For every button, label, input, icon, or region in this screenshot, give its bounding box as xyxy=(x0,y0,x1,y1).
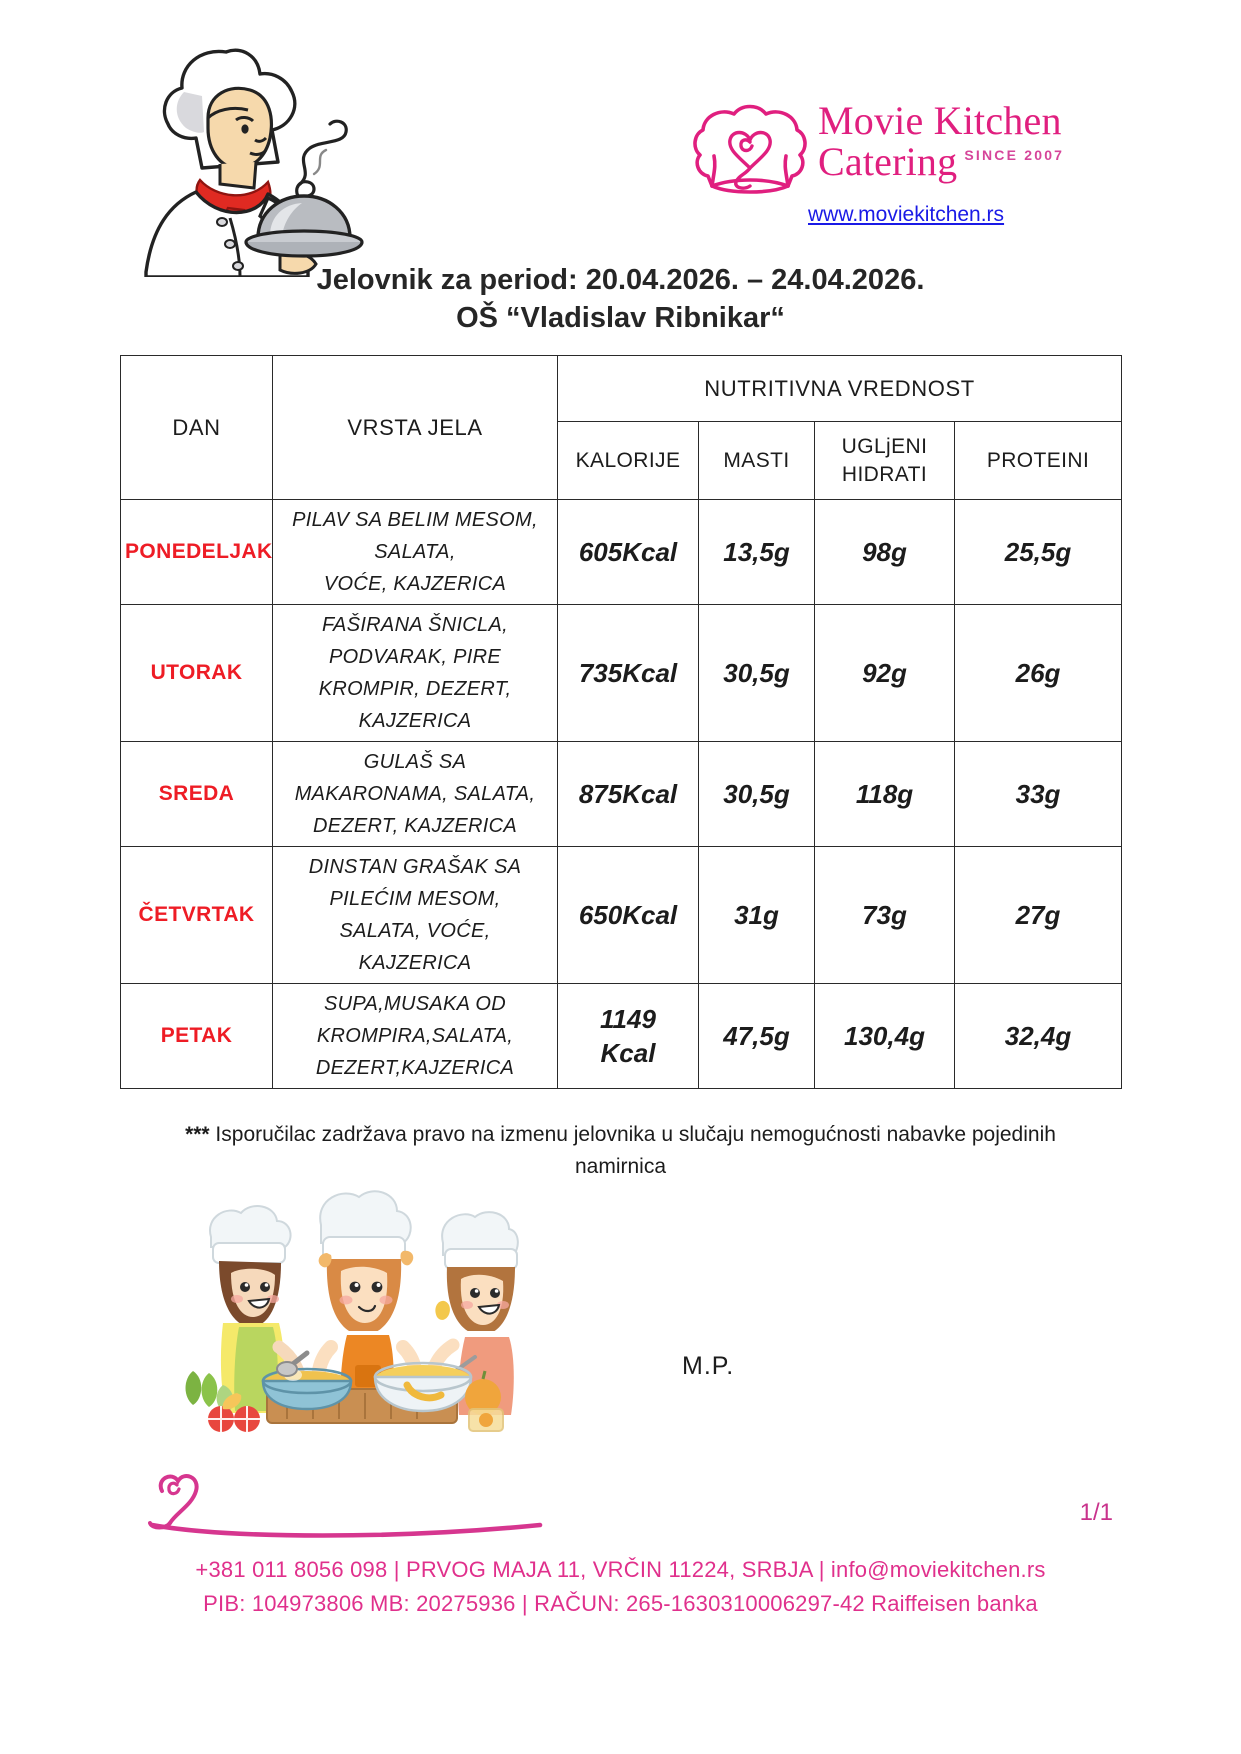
column-header-calories: KALORIJE xyxy=(558,422,699,500)
dish-line: VOĆE, KAJZERICA xyxy=(323,573,507,595)
dish-line: DINSTAN GRAŠAK SA xyxy=(308,856,522,878)
column-header-day: DAN xyxy=(121,356,273,500)
cell-day: PETAK xyxy=(121,984,273,1089)
dish-line: DEZERT,KAJZERICA xyxy=(315,1057,515,1079)
cell-dish xyxy=(273,500,558,605)
table-row xyxy=(121,500,1122,605)
cell-calories: 1149 Kcal xyxy=(558,984,699,1089)
cell-fats: 13,5g xyxy=(699,500,815,605)
cell-day: PONEDELJAK xyxy=(121,500,273,605)
cell-calories: 605Kcal xyxy=(558,500,699,605)
dish-line: SALATA, xyxy=(374,541,456,563)
disclaimer-note xyxy=(141,1119,1101,1183)
column-header-carbs xyxy=(815,422,955,500)
column-header-carbs-line-2: HIDRATI xyxy=(841,462,928,486)
dish-line: KAJZERICA xyxy=(358,710,472,732)
cell-dish xyxy=(273,742,558,847)
dish-line: PODVARAK, PIRE xyxy=(328,646,502,668)
cell-proteins: 26g xyxy=(955,605,1122,742)
cell-carbs: 92g xyxy=(815,605,955,742)
cell-proteins: 25,5g xyxy=(955,500,1122,605)
table-row xyxy=(121,605,1122,742)
cell-carbs: 130,4g xyxy=(815,984,955,1089)
cell-dish xyxy=(273,984,558,1089)
column-header-dish: VRSTA JELA xyxy=(273,356,558,500)
menu-table-container xyxy=(120,355,1121,1089)
dish-line: MAKARONAMA, SALATA, xyxy=(294,783,536,805)
page-footer xyxy=(0,1457,1241,1667)
cell-day: UTORAK xyxy=(121,605,273,742)
mid-section xyxy=(0,1187,1241,1457)
three-kids-cooking-illustration xyxy=(175,1187,520,1432)
dish-line: KAJZERICA xyxy=(358,952,472,974)
cell-carbs: 118g xyxy=(815,742,955,847)
cell-fats: 30,5g xyxy=(699,742,815,847)
page-title: Jelovnik za period: 20.04.2026. – 24.04.2026. xyxy=(316,264,925,296)
page-subtitle: OŠ “Vladislav Ribnikar“ xyxy=(456,302,785,334)
cell-fats: 31g xyxy=(699,847,815,984)
cell-dish xyxy=(273,605,558,742)
dish-line: FAŠIRANA ŠNICLA, xyxy=(322,614,508,636)
brand-name-catering: Catering xyxy=(818,139,958,184)
dish-line: SALATA, VOĆE, xyxy=(339,920,491,942)
cell-calories: 650Kcal xyxy=(558,847,699,984)
dish-line: SUPA,MUSAKA OD xyxy=(323,993,506,1015)
brand-logo-block xyxy=(690,98,1110,248)
footer-contact-line-1: +381 011 8056 098 | PRVOG MAJA 11, VRČIN 11224, SRBJA | info@moviekitchen.rs xyxy=(195,1557,1046,1582)
menu-table-body xyxy=(121,500,1122,1089)
brand-wordmark xyxy=(818,100,1118,182)
stamp-place-mark: M.P. xyxy=(682,1352,735,1380)
table-row xyxy=(121,742,1122,847)
website-link[interactable]: www.moviekitchen.rs xyxy=(808,203,1005,226)
table-header-row-top xyxy=(121,356,1122,422)
column-header-proteins: PROTEINI xyxy=(955,422,1122,500)
dish-line: KROMPIR, DEZERT, xyxy=(318,678,512,700)
footer-contact-line-2: PIB: 104973806 MB: 20275936 | RAČUN: 265-1630310006297-42 Raiffeisen banka xyxy=(203,1591,1038,1616)
heart-swoosh-divider-icon xyxy=(140,1467,580,1547)
cell-day: SREDA xyxy=(121,742,273,847)
cell-fats: 30,5g xyxy=(699,605,815,742)
disclaimer-text: Isporučilac zadržava pravo na izmenu jelovnika u slučaju nemogućnosti nabavke pojedinih namirnica xyxy=(209,1123,1056,1178)
cell-proteins: 33g xyxy=(955,742,1122,847)
cell-calories: 735Kcal xyxy=(558,605,699,742)
cell-carbs: 73g xyxy=(815,847,955,984)
dish-line: PILAV SA BELIM MESOM, xyxy=(292,509,538,531)
column-header-nutrition-group: NUTRITIVNA VREDNOST xyxy=(558,356,1122,422)
footer-contact-info xyxy=(0,1553,1241,1621)
cell-dish xyxy=(273,847,558,984)
dish-line: KROMPIRA,SALATA, xyxy=(316,1025,514,1047)
cell-proteins: 27g xyxy=(955,847,1122,984)
column-header-fats: MASTI xyxy=(699,422,815,500)
brand-since-label: SINCE 2007 xyxy=(964,147,1065,163)
cell-carbs: 98g xyxy=(815,500,955,605)
cell-proteins: 32,4g xyxy=(955,984,1122,1089)
brand-name-line-1: Movie Kitchen xyxy=(818,98,1062,143)
table-row xyxy=(121,847,1122,984)
page-number: 1/1 xyxy=(1079,1499,1113,1526)
dish-line: GULAŠ SA xyxy=(363,751,467,773)
cell-fats: 47,5g xyxy=(699,984,815,1089)
cell-day: ČETVRTAK xyxy=(121,847,273,984)
column-header-carbs-line-1: UGLjENI xyxy=(841,434,928,458)
weekly-menu-table xyxy=(120,355,1122,1089)
disclaimer-asterisks: *** xyxy=(185,1123,210,1146)
cell-calories: 875Kcal xyxy=(558,742,699,847)
chef-with-cloche-illustration xyxy=(108,22,373,277)
dish-line: DEZERT, KAJZERICA xyxy=(312,815,518,837)
page-header xyxy=(0,0,1241,255)
table-row xyxy=(121,984,1122,1089)
dish-line: PILEĆIM MESOM, xyxy=(329,888,501,910)
brand-name-line-2 xyxy=(818,141,1118,182)
chef-hat-heart-logo-icon xyxy=(690,98,810,198)
